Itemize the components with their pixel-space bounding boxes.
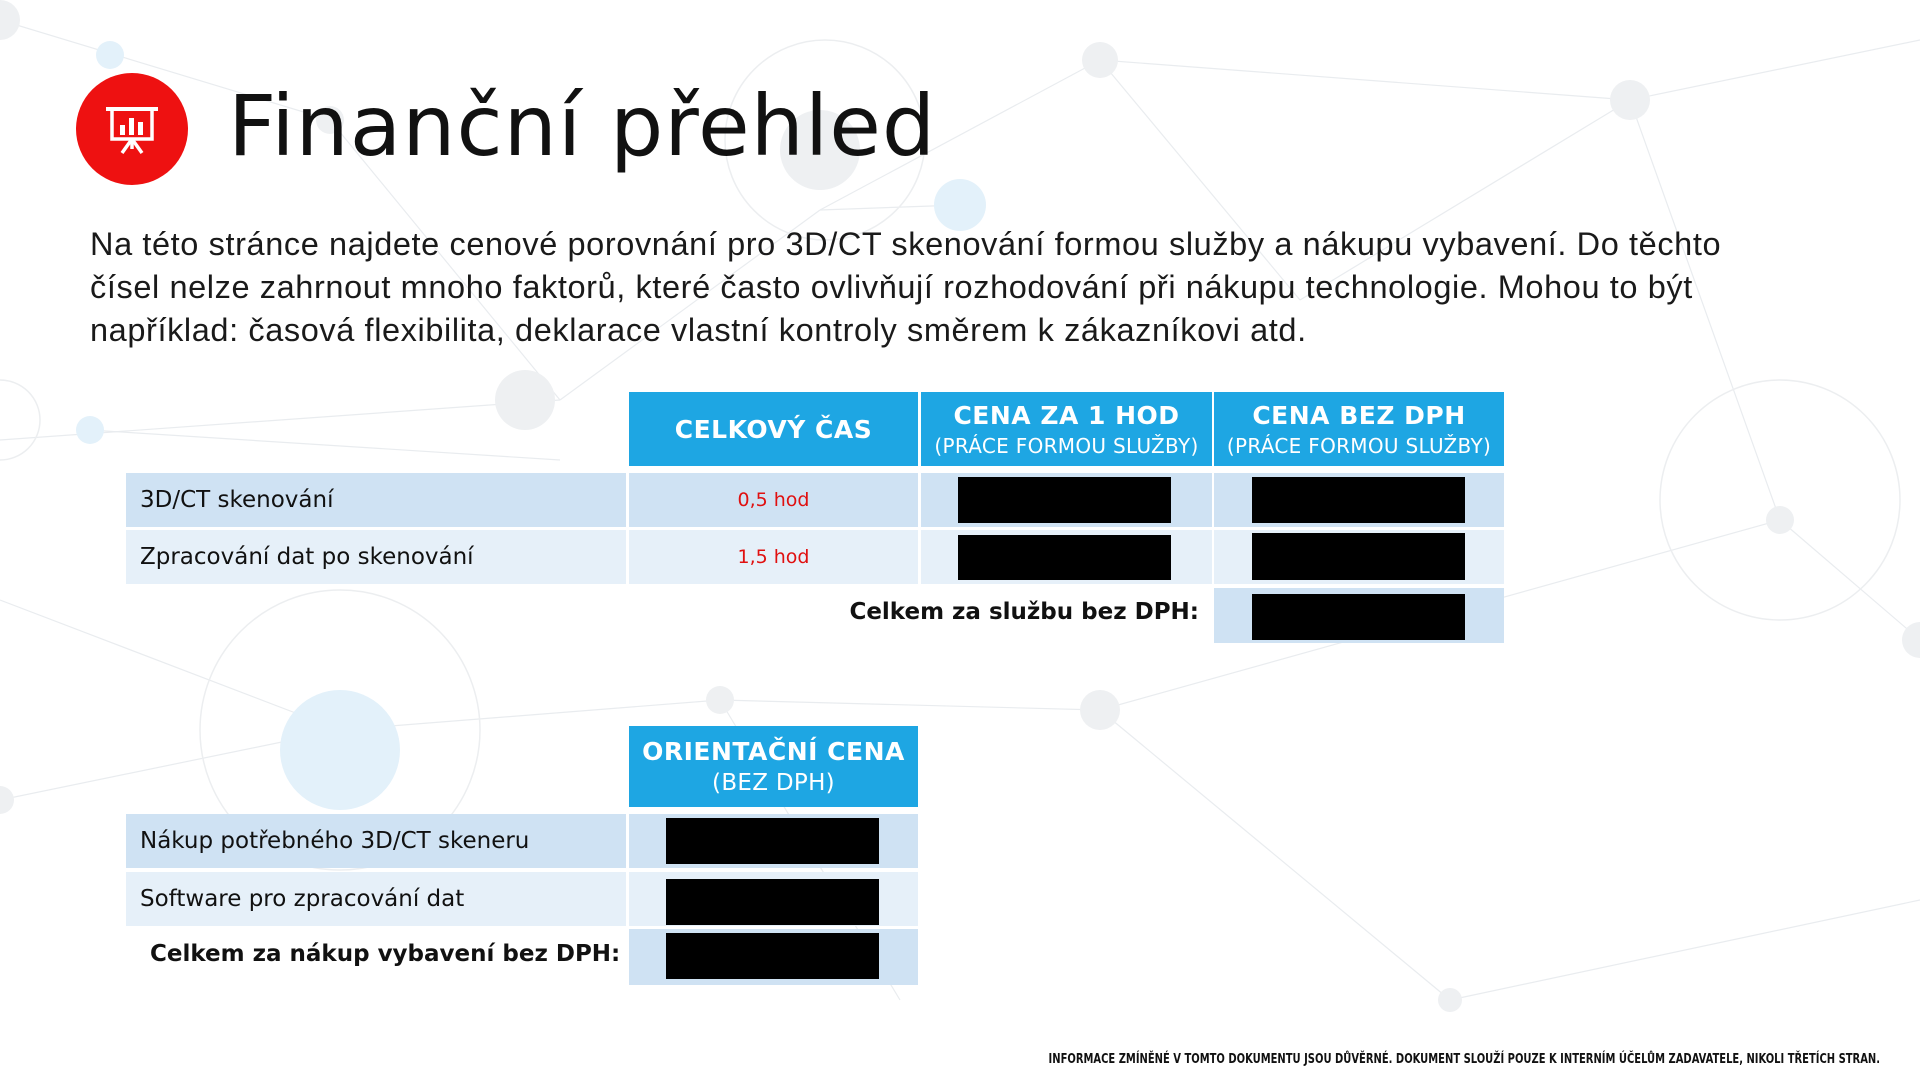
confidentiality-footer: INFORMACE ZMÍNĚNÉ V TOMTO DOKUMENTU JSOU DŮVĚRNÉ. DOKUMENT SLOUŽÍ POUZE K INTERNÍM ÚČELŮM ZADAVATELE, NIKOLI TŘETÍCH STRAN. [1048,1051,1880,1067]
row-time: 1,5 hod [629,530,918,584]
service-total-label: Celkem za službu bez DPH: [849,599,1199,625]
header-sub: (PRÁCE FORMOU SLUŽBY) [1226,433,1492,458]
redacted-total [1252,594,1465,640]
header-main: CENA BEZ DPH [1252,400,1466,430]
header-main: ORIENTAČNÍ CENA [642,737,905,766]
header-price-per-hour [921,392,1212,466]
redacted-value [958,477,1171,523]
intro-text [90,223,1790,352]
row-time: 0,5 hod [629,473,918,527]
presentation-chart-icon [76,73,188,185]
header-orientation-price [629,726,918,807]
purchase-total-label: Celkem za nákup vybavení bez DPH: [150,941,621,967]
redacted-total [666,933,879,979]
row-label: 3D/CT skenování [126,473,626,527]
page-title: Finanční přehled [228,77,937,175]
redacted-value [666,879,879,925]
redacted-value [958,535,1171,580]
header-sub: (BEZ DPH) [712,770,835,796]
intro-line: čísel nelze zahrnout mnoho faktorů, které často ovlivňují rozhodování při nákupu technologie. Mohou to být [90,269,1693,305]
intro-line: Na této stránce najdete cenové porovnání pro 3D/CT skenování formou služby a nákupu vybavení. Do těchto [90,226,1722,262]
row-label: Software pro zpracování dat [126,872,626,926]
redacted-value [666,818,879,864]
redacted-value [1252,533,1465,580]
header-sub: (PRÁCE FORMOU SLUŽBY) [934,433,1199,458]
row-label: Nákup potřebného 3D/CT skeneru [126,814,626,868]
header-total-time [629,392,918,466]
logo [76,73,188,185]
redacted-value [1252,477,1465,523]
intro-line: například: časová flexibilita, deklarace vlastní kontroly směrem k zákazníkovi atd. [90,312,1307,348]
row-label: Zpracování dat po skenování [126,530,626,584]
header-price-no-vat [1214,392,1504,466]
header-main: CELKOVÝ ČAS [674,414,873,444]
header-main: CENA ZA 1 HOD [953,400,1180,430]
